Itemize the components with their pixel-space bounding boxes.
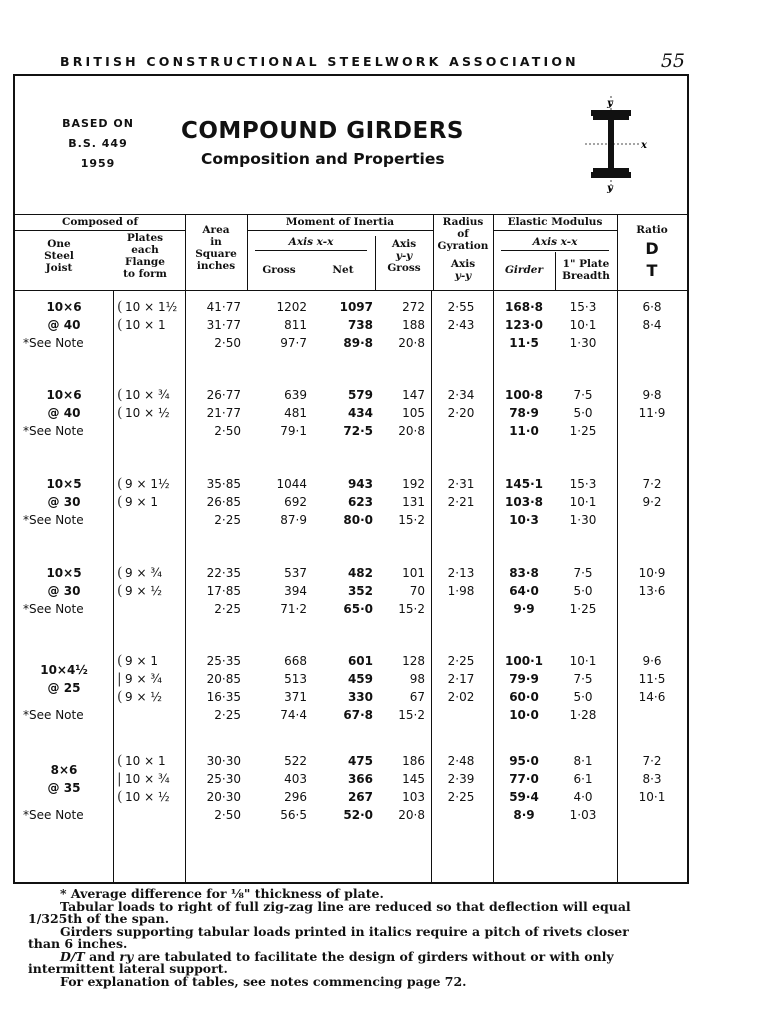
header-joist-line: Steel (44, 250, 74, 262)
cell-area: 26·85 (206, 495, 241, 509)
see-note-label: *See Note (23, 602, 84, 616)
cell-rg: 2·13 (447, 566, 475, 580)
plate-size: 9 × ½ (125, 690, 162, 704)
girder-group (15, 386, 687, 456)
header-plates-line: Plates (126, 232, 164, 244)
plate-brace: | (117, 671, 122, 687)
footnote-lateral-text: are tabulated to facilitate the design of girders without or with only (133, 948, 614, 964)
cell-gross: 97·7 (280, 336, 307, 350)
cell-girder: 10·0 (509, 708, 539, 722)
cell-area: 26·77 (206, 388, 241, 402)
cell-ratio: 9·8 (642, 388, 662, 402)
cell-plate-b: 15·3 (569, 300, 597, 314)
cell-gross: 56·5 (280, 808, 307, 822)
cell-yy: 67 (409, 690, 425, 704)
cell-girder: 95·0 (509, 754, 539, 768)
cell-net: 330 (347, 690, 373, 704)
cell-ratio: 10·1 (638, 790, 666, 804)
cell-yy: 101 (402, 566, 425, 580)
cell-plate-b: 1·30 (569, 513, 597, 527)
cell-area: 2·25 (214, 602, 241, 616)
cell-yy: 103 (402, 790, 425, 804)
cell-net: 579 (347, 388, 373, 402)
plate-size: 10 × ½ (125, 406, 170, 420)
cell-yy: 20·8 (398, 424, 425, 438)
joist-size: @ 40 (47, 406, 81, 420)
girder-group (15, 752, 687, 822)
cell-yy: 188 (402, 318, 425, 332)
plate-size: 10 × ¾ (125, 772, 170, 786)
cell-ratio: 13·6 (638, 584, 666, 598)
cell-net: 67·8 (343, 708, 373, 722)
cell-plate-b: 4·0 (573, 790, 593, 804)
cell-girder: 79·9 (509, 672, 539, 686)
header-radius-line: of (457, 228, 469, 240)
plate-size: 9 × ¾ (125, 672, 162, 686)
cell-net: 52·0 (343, 808, 373, 822)
table-body (15, 290, 687, 882)
cell-ratio: 6·8 (642, 300, 662, 314)
cell-plate-b: 8·1 (573, 754, 593, 768)
header-plate-breadth (555, 258, 617, 282)
cell-plate-b: 5·0 (573, 584, 593, 598)
cell-net: 366 (347, 772, 373, 786)
diagram-label-top: y (607, 98, 613, 109)
cell-area: 2·50 (214, 336, 241, 350)
cell-rg: 2·48 (447, 754, 475, 768)
cell-gross: 811 (284, 318, 307, 332)
joist-size: @ 40 (47, 318, 81, 332)
cell-girder: 8·9 (513, 808, 535, 822)
cell-girder: 60·0 (509, 690, 539, 704)
plate-size: 10 × 1½ (125, 300, 178, 314)
table-frame (13, 74, 689, 884)
header-gross: Gross (262, 264, 296, 276)
cell-net: 72·5 (343, 424, 373, 438)
header-area-line: in (210, 236, 222, 248)
plate-size: 9 × 1 (125, 495, 158, 509)
cell-gross: 668 (284, 654, 307, 668)
header-joist (15, 238, 103, 274)
cell-area: 35·85 (206, 477, 241, 491)
cell-girder: 77·0 (509, 772, 539, 786)
header-elastic-axis: Axis x-x (532, 236, 578, 248)
cell-gross: 639 (284, 388, 307, 402)
plate-brace: ( (117, 565, 123, 581)
joist-size: 10×5 (46, 566, 82, 580)
cell-yy: 145 (402, 772, 425, 786)
joist-size: 10×6 (46, 300, 82, 314)
cell-plate-b: 15·3 (569, 477, 597, 491)
cell-net: 267 (347, 790, 373, 804)
header-radius-of-gyration (433, 216, 493, 252)
cell-gross: 74·4 (280, 708, 307, 722)
girder-group (15, 564, 687, 634)
cell-gross: 71·2 (280, 602, 307, 616)
cell-net: 352 (347, 584, 373, 598)
plate-brace: ( (117, 583, 123, 599)
plate-size: 10 × 1 (125, 754, 166, 768)
cell-yy: 186 (402, 754, 425, 768)
joist-size: @ 35 (47, 781, 81, 795)
cell-plate-b: 1·25 (569, 424, 597, 438)
cell-rg: 2·25 (447, 790, 475, 804)
header-plates-line: to form (123, 268, 167, 280)
compound-girder-section-icon (581, 94, 651, 194)
cell-ratio: 10·9 (638, 566, 666, 580)
see-note-label: *See Note (23, 708, 84, 722)
header-radius-axis-line: y-y (454, 270, 472, 282)
cell-yy: 272 (402, 300, 425, 314)
header-radius-axis-line: Axis (450, 258, 476, 270)
header-radius-line: Radius (442, 216, 484, 228)
footnote-average: * Average difference for ⅛" thickness of plate. (60, 886, 384, 901)
header-yy-line: y-y (395, 250, 413, 262)
cell-net: 459 (347, 672, 373, 686)
association-name: BRITISH CONSTRUCTIONAL STEELWORK ASSOCIATION (60, 54, 579, 69)
table-header (15, 214, 687, 291)
cell-girder: 11·0 (509, 424, 539, 438)
cell-area: 25·35 (206, 654, 241, 668)
cell-net: 943 (347, 477, 373, 491)
cell-rg: 2·31 (447, 477, 475, 491)
see-note-label: *See Note (23, 513, 84, 527)
cell-plate-b: 7·5 (573, 672, 593, 686)
cell-area: 20·85 (206, 672, 241, 686)
cell-plate-b: 5·0 (573, 406, 593, 420)
plate-size: 10 × ½ (125, 790, 170, 804)
footnotes (28, 888, 698, 988)
cell-yy: 192 (402, 477, 425, 491)
cell-rg: 2·43 (447, 318, 475, 332)
joist-size: 8×6 (50, 763, 78, 777)
girder-group (15, 652, 687, 722)
cell-area: 2·25 (214, 513, 241, 527)
footnote-explanation: For explanation of tables, see notes commencing page 72. (60, 973, 467, 989)
plate-brace: ( (117, 494, 123, 510)
cell-plate-b: 10·1 (569, 654, 597, 668)
see-note-label: *See Note (23, 336, 84, 350)
footnote-italics: Girders supporting tabular loads printed in italics require a pitch of rivets closer (60, 923, 629, 939)
cell-girder: 11·5 (509, 336, 539, 350)
see-note-label: *See Note (23, 808, 84, 822)
cell-net: 80·0 (343, 513, 373, 527)
cell-girder: 145·1 (505, 477, 543, 491)
cell-girder: 64·0 (509, 584, 539, 598)
footnote-ry: ry (119, 948, 134, 964)
cell-yy: 20·8 (398, 808, 425, 822)
header-joist-line: Joist (45, 262, 73, 274)
cell-gross: 481 (284, 406, 307, 420)
header-area-line: Area (202, 224, 230, 236)
cell-yy: 131 (402, 495, 425, 509)
cell-girder: 168·8 (505, 300, 543, 314)
page-number: 55 (660, 50, 685, 72)
cell-area: 2·25 (214, 708, 241, 722)
cell-girder: 10·3 (509, 513, 539, 527)
plate-brace: ( (117, 689, 123, 705)
cell-area: 30·30 (206, 754, 241, 768)
header-plate-breadth-line: Breadth (562, 270, 610, 282)
header-radius-axis (433, 258, 493, 282)
cell-girder: 103·8 (505, 495, 543, 509)
joist-size: 10×5 (46, 477, 82, 491)
header-composed-of: Composed of (62, 216, 138, 228)
cell-rg: 2·17 (447, 672, 475, 686)
cell-girder: 59·4 (509, 790, 539, 804)
see-note-label: *See Note (23, 424, 84, 438)
page-title: COMPOUND GIRDERS (181, 118, 464, 144)
cell-net: 89·8 (343, 336, 373, 350)
plate-brace: ( (117, 476, 123, 492)
cell-gross: 537 (284, 566, 307, 580)
plate-brace: ( (117, 299, 123, 315)
cell-girder: 100·8 (505, 388, 543, 402)
cell-yy: 15·2 (398, 602, 425, 616)
diagram-label-bottom: y (607, 183, 613, 194)
cell-plate-b: 1·30 (569, 336, 597, 350)
cell-plate-b: 10·1 (569, 318, 597, 332)
diagram-label-right: x (641, 140, 647, 151)
based-on-label: BASED ON (62, 117, 134, 130)
cell-rg: 2·21 (447, 495, 475, 509)
cell-girder: 78·9 (509, 406, 539, 420)
cell-yy: 98 (409, 672, 425, 686)
header-moment-of-inertia: Moment of Inertia (285, 216, 395, 228)
cell-area: 41·77 (206, 300, 241, 314)
cell-area: 22·35 (206, 566, 241, 580)
plate-brace: ( (117, 789, 123, 805)
cell-net: 65·0 (343, 602, 373, 616)
cell-area: 17·85 (206, 584, 241, 598)
cell-gross: 1202 (276, 300, 307, 314)
cell-yy: 128 (402, 654, 425, 668)
cell-yy: 15·2 (398, 708, 425, 722)
header-axis-yy-gross (375, 238, 433, 274)
plate-brace: | (117, 771, 122, 787)
cell-rg: 2·39 (447, 772, 475, 786)
cell-plate-b: 1·25 (569, 602, 597, 616)
cell-area: 2·50 (214, 424, 241, 438)
footnote-italics-cont: than 6 inches. (28, 936, 128, 951)
header-plate-breadth-line: 1" Plate (562, 258, 610, 270)
cell-gross: 296 (284, 790, 307, 804)
cell-plate-b: 1·28 (569, 708, 597, 722)
header-yy-line: Axis (391, 238, 417, 250)
plate-size: 10 × ¾ (125, 388, 170, 402)
cell-area: 21·77 (206, 406, 241, 420)
cell-gross: 87·9 (280, 513, 307, 527)
header-plates-line: Flange (125, 256, 165, 268)
header-elastic-modulus: Elastic Modulus (507, 216, 603, 228)
header-girder: Girder (504, 264, 544, 276)
cell-rg: 1·98 (447, 584, 475, 598)
cell-ratio: 8·4 (642, 318, 662, 332)
footnote-and: and (84, 948, 120, 964)
cell-ratio: 14·6 (638, 690, 666, 704)
cell-gross: 79·1 (280, 424, 307, 438)
cell-gross: 1044 (276, 477, 307, 491)
standard-year: 1959 (80, 157, 116, 170)
plate-brace: ( (117, 317, 123, 333)
joist-size: @ 30 (47, 495, 81, 509)
header-ratio-d: D (645, 239, 659, 258)
cell-plate-b: 1·03 (569, 808, 597, 822)
page-subtitle: Composition and Properties (201, 150, 445, 168)
cell-girder: 9·9 (513, 602, 535, 616)
cell-plate-b: 6·1 (573, 772, 593, 786)
cell-girder: 100·1 (505, 654, 543, 668)
plate-size: 9 × ½ (125, 584, 162, 598)
plate-size: 9 × 1 (125, 654, 158, 668)
header-radius-line: Gyration (437, 240, 489, 252)
header-area-line: Square (195, 248, 237, 260)
plate-size: 10 × 1 (125, 318, 166, 332)
cell-plate-b: 10·1 (569, 495, 597, 509)
cell-yy: 147 (402, 388, 425, 402)
cell-gross: 692 (284, 495, 307, 509)
girder-group (15, 475, 687, 545)
footnote-dt: D/T (60, 948, 85, 964)
joist-size: @ 25 (47, 681, 81, 695)
cell-rg: 2·02 (447, 690, 475, 704)
header-axis-xx: Axis x-x (288, 236, 334, 248)
cell-rg: 2·25 (447, 654, 475, 668)
standard-reference (53, 114, 143, 174)
plate-brace: ( (117, 405, 123, 421)
plate-size: 9 × ¾ (125, 566, 162, 580)
cell-rg: 2·55 (447, 300, 475, 314)
cell-plate-b: 7·5 (573, 388, 593, 402)
cell-gross: 371 (284, 690, 307, 704)
header-yy-line: Gross (387, 262, 421, 274)
plate-brace: ( (117, 387, 123, 403)
cell-gross: 522 (284, 754, 307, 768)
cell-ratio: 9·2 (642, 495, 662, 509)
cell-net: 434 (347, 406, 373, 420)
header-area-line: inches (196, 260, 236, 272)
cell-ratio: 7·2 (642, 754, 662, 768)
standard-number: B.S. 449 (68, 137, 128, 150)
cell-net: 623 (347, 495, 373, 509)
cell-ratio: 11·9 (638, 406, 666, 420)
cell-area: 2·50 (214, 808, 241, 822)
cell-ratio: 8·3 (642, 772, 662, 786)
cell-yy: 20·8 (398, 336, 425, 350)
footnote-lateral-cont: intermittent lateral support. (28, 961, 228, 976)
running-header (60, 50, 685, 74)
cell-rg: 2·34 (447, 388, 475, 402)
cell-ratio: 9·6 (642, 654, 662, 668)
cell-ratio: 7·2 (642, 477, 662, 491)
header-area (185, 224, 247, 272)
cell-ratio: 11·5 (638, 672, 666, 686)
cell-net: 482 (347, 566, 373, 580)
cell-net: 601 (347, 654, 373, 668)
header-plates-line: each (131, 244, 159, 256)
joist-size: @ 30 (47, 584, 81, 598)
plate-brace: ( (117, 653, 123, 669)
cell-girder: 123·0 (505, 318, 543, 332)
cell-area: 31·77 (206, 318, 241, 332)
cell-yy: 70 (409, 584, 425, 598)
joist-size: 10×4½ (40, 663, 88, 677)
girder-group (15, 298, 687, 368)
joist-size: 10×6 (46, 388, 82, 402)
plate-brace: ( (117, 753, 123, 769)
cell-area: 16·35 (206, 690, 241, 704)
header-ratio: Ratio (636, 224, 668, 236)
cell-net: 475 (347, 754, 373, 768)
cell-plate-b: 7·5 (573, 566, 593, 580)
title-block (15, 76, 687, 215)
header-ratio-t: T (646, 261, 658, 280)
cell-gross: 513 (284, 672, 307, 686)
cell-girder: 83·8 (509, 566, 539, 580)
cell-area: 25·30 (206, 772, 241, 786)
header-net: Net (332, 264, 354, 276)
footnote-zigzag: Tabular loads to right of full zig-zag line are reduced so that deflection will equal (60, 898, 631, 914)
cell-area: 20·30 (206, 790, 241, 804)
cell-yy: 15·2 (398, 513, 425, 527)
cell-rg: 2·20 (447, 406, 475, 420)
header-joist-line: One (47, 238, 71, 250)
cell-gross: 403 (284, 772, 307, 786)
cell-net: 1097 (339, 300, 373, 314)
cell-gross: 394 (284, 584, 307, 598)
header-plates (107, 232, 183, 280)
cell-plate-b: 5·0 (573, 690, 593, 704)
plate-size: 9 × 1½ (125, 477, 170, 491)
cell-yy: 105 (402, 406, 425, 420)
cell-net: 738 (347, 318, 373, 332)
footnote-zigzag-cont: 1/325th of the span. (28, 911, 170, 926)
